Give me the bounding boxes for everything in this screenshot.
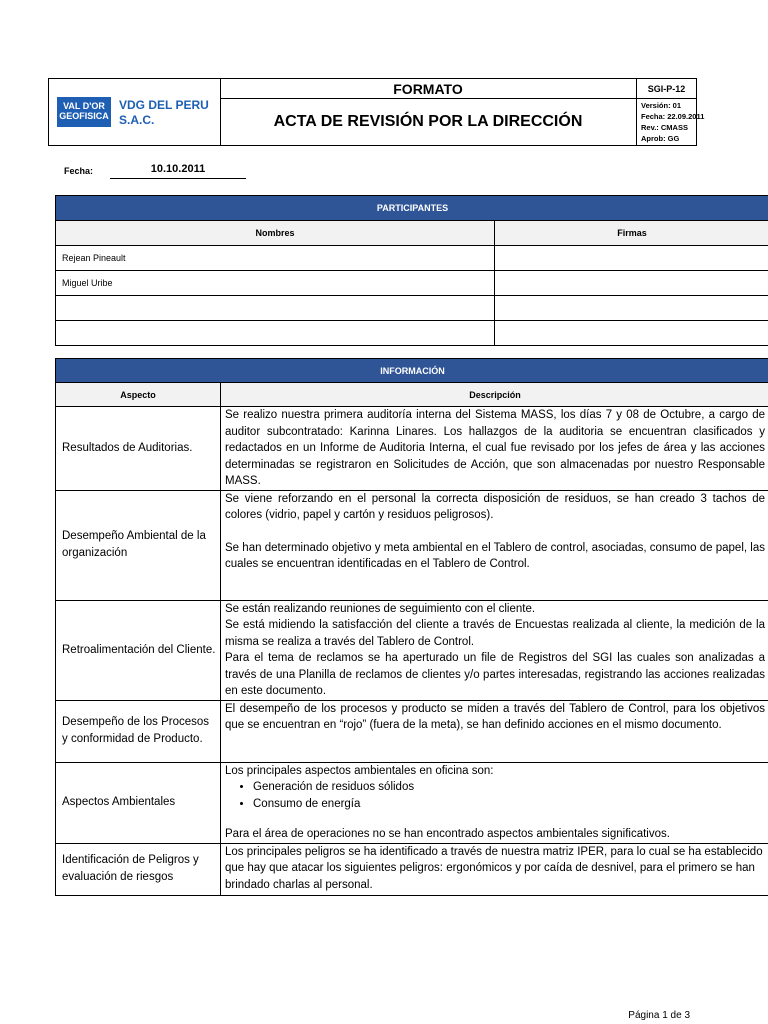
- aspect-cell: Aspectos Ambientales: [56, 762, 221, 843]
- logo-cell: [49, 79, 221, 145]
- participant-name: Rejean Pineault: [56, 246, 495, 271]
- participant-signature: [495, 296, 768, 321]
- document-meta: [641, 100, 705, 144]
- document-title: ACTA DE REVISIÓN POR LA DIRECCIÓN: [220, 99, 637, 145]
- participants-table: [55, 195, 768, 346]
- list-item: • Consumo de energía: [253, 796, 765, 813]
- aspect-cell: Desempeño Ambiental de la organización: [56, 490, 221, 600]
- participant-name: Miguel Uribe: [56, 271, 495, 296]
- description-intro: Los principales aspectos ambientales en oficina son:: [225, 764, 494, 777]
- document-header: [48, 78, 705, 146]
- company-logo: [57, 97, 111, 127]
- meta-rev: Rev.: CMASS: [641, 123, 688, 132]
- participant-name: [56, 296, 495, 321]
- company-line-1: VDG DEL PERU: [119, 98, 209, 112]
- participant-signature: [495, 321, 768, 346]
- description-paragraph: Se realizo nuestra primera auditoría interna del Sistema MASS, los días 7 y 08 de Octubre, a cargo de auditor subcontratado: Karinna Linares. Los hallazgos de la auditoria se encuentran clasificados y redactados en un Informe de Auditoria Interna, el cual fue revisado por los jefes de área y las acciones determinadas se registraron en Solicitudes de Acción, que son almacenadas por nuestro Responsable MASS.: [225, 409, 765, 487]
- description-cell: [221, 843, 768, 895]
- description-paragraph: El desempeño de los procesos y producto se miden a través del Tablero de Control, para los objetivos que se encuentran en “rojo” (fuera de la meta), se han definido acciones en el mismo documento.: [225, 702, 765, 731]
- fecha-label: Fecha:: [64, 166, 94, 176]
- information-table: [55, 358, 768, 896]
- description-cell: [221, 407, 768, 491]
- description-cell: [221, 762, 768, 843]
- company-name: [119, 98, 219, 128]
- bullet-list: [225, 779, 765, 812]
- information-col-aspect: Aspecto: [56, 383, 221, 407]
- meta-fecha: Fecha: 22.09.2011: [641, 112, 705, 121]
- document-code: SGI-P-12: [637, 79, 696, 99]
- logo-line-1: VAL D'OR: [63, 101, 105, 111]
- participants-title: PARTICIPANTES: [56, 196, 768, 221]
- fecha-value: 10.10.2011: [110, 163, 246, 179]
- meta-version: Versión: 01: [641, 101, 682, 110]
- aspect-cell: Desempeño de los Procesos y conformidad de Producto.: [56, 700, 221, 762]
- description-paragraph: Se están realizando reuniones de seguimiento con el cliente.: [225, 602, 536, 615]
- information-title: INFORMACIÓN: [56, 359, 768, 383]
- aspect-cell: Identificación de Peligros y evaluación de riesgos: [56, 843, 221, 895]
- description-outro: Para el área de operaciones no se han encontrado aspectos ambientales significativos.: [225, 828, 670, 840]
- meta-aprob: Aprob: GG: [641, 134, 680, 143]
- aspect-cell: Resultados de Auditorias.: [56, 407, 221, 491]
- description-paragraph: Los principales peligros se ha identificado a través de nuestra matriz IPER, para lo cual se ha establecido que hay que atacar los siguientes peligros: ergonómicos y por caída de desnivel, para el primero se han brindado charlas al personal.: [225, 845, 763, 891]
- description-paragraph: Se viene reforzando en el personal la correcta disposición de residuos, se han creado 3 tachos de colores (vidrio, papel y cartón y residuos peligrosos).: [225, 492, 765, 521]
- logo-line-2: GEOFISICA: [59, 111, 109, 121]
- participant-name: [56, 321, 495, 346]
- page-number: Página 1 de 3: [628, 1010, 690, 1021]
- participant-signature: [495, 271, 768, 296]
- description-cell: [221, 700, 768, 762]
- participants-col-names: Nombres: [56, 221, 495, 246]
- company-line-2: S.A.C.: [119, 113, 155, 127]
- description-paragraph: Para el tema de reclamos se ha aperturado un file de Registros del SGI las cuales son analizadas a través de una Planilla de reclamos de clientes y/o partes interesadas, registrando las acciones realizadas en este documento.: [225, 652, 765, 697]
- description-cell: [221, 490, 768, 600]
- aspect-cell: Retroalimentación del Cliente.: [56, 600, 221, 700]
- description-paragraph: Se han determinado objetivo y meta ambiental en el Tablero de control, asociadas, consumo de papel, las cuales se encuentran identificadas en el Tablero de Control.: [225, 541, 765, 570]
- information-col-desc: Descripción: [221, 383, 768, 407]
- formato-label: FORMATO: [220, 79, 637, 99]
- list-item: • Generación de residuos sólidos: [253, 779, 765, 796]
- description-cell: [221, 600, 768, 700]
- participants-col-firmas: Firmas: [495, 221, 768, 246]
- description-paragraph: Se está midiendo la satisfacción del cliente a través de Encuestas realizada al cliente, la medición de la misma se realiza a través del Tablero de Control.: [225, 619, 765, 648]
- participant-signature: [495, 246, 768, 271]
